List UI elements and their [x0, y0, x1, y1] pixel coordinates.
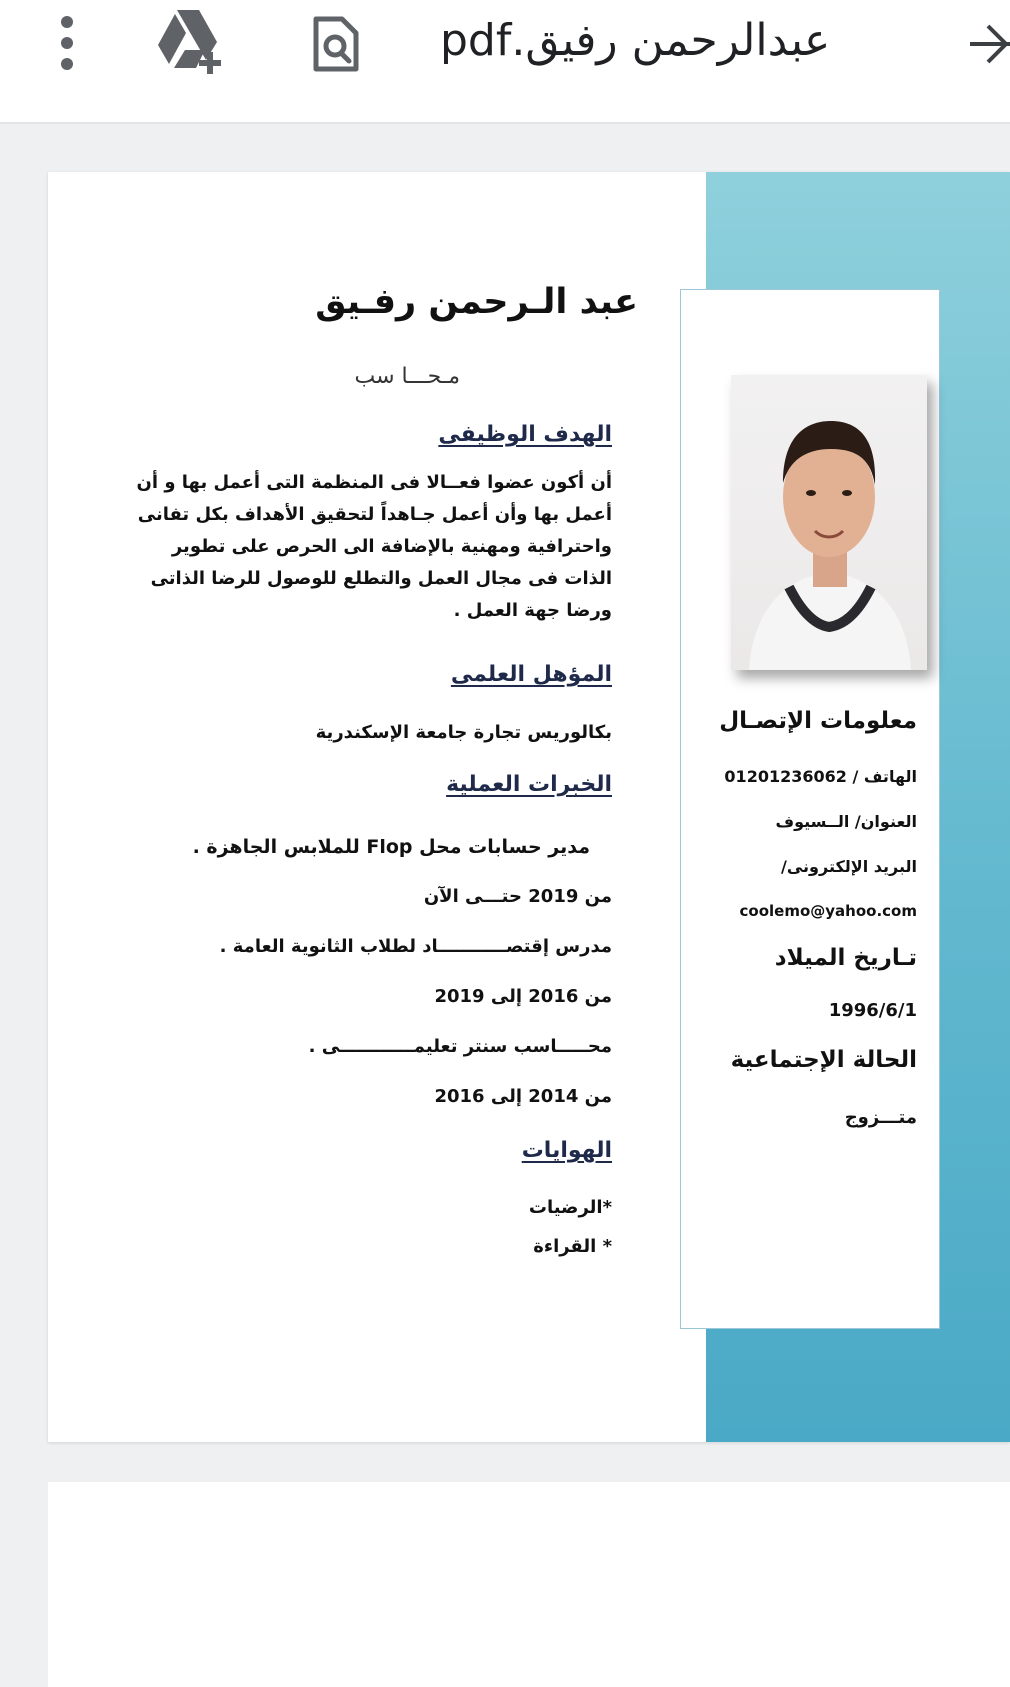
- hobby-item-1: *الرضيات: [528, 1197, 612, 1218]
- experience-period-2: من 2016 إلى 2019: [434, 986, 612, 1007]
- find-in-page-icon[interactable]: [308, 16, 364, 72]
- address-text: العنوان/ الــسيوف: [775, 812, 917, 831]
- objective-text: أن أكون عضوا فعــالا فى المنظمة التى أعمل بها و أن أعمل بها وأن أعمل جـاهداً لتحقيق الأهداف بكل تفانى واحترافية ومهنية بالإضافة الى الحرص على تطوير الذات فى مجال العمل والتطلع للوصول للرضا الذاتى ورضا جهة العمل .: [136, 472, 612, 621]
- education-text: بكالوريس تجارة جامعة الإسكندرية: [315, 722, 612, 743]
- person-portrait-icon: [731, 375, 927, 670]
- experience-period-3: من 2014 إلى 2016: [434, 1086, 612, 1107]
- experience-period-1: من 2019 حتـــى الآن: [423, 886, 612, 907]
- pdf-viewer-toolbar: [0, 0, 1010, 124]
- back-arrow-icon[interactable]: [964, 20, 1010, 70]
- birth-heading: تـاريخ الميلاد: [774, 945, 917, 971]
- profile-photo: [731, 375, 927, 670]
- contact-card: [680, 289, 940, 1329]
- candidate-name: عبد الـرحمن رفـيق: [315, 282, 638, 322]
- objective-heading: الهدف الوظيفى: [438, 422, 612, 447]
- education-heading: المؤهل العلمى: [450, 662, 612, 687]
- contact-heading: معلومات الإتصـال: [719, 708, 917, 734]
- experience-role-3: محـــــاسب سنتر تعليمــــــــــــى .: [308, 1036, 612, 1057]
- hobby-item-2: * القراءة: [533, 1236, 612, 1257]
- job-title: مـحـــا سب: [354, 364, 460, 389]
- pdf-page-1: [48, 172, 1010, 1442]
- birth-date: 1996/6/1: [828, 1000, 917, 1021]
- phone-text: الهاتف / 01201236062: [724, 767, 917, 786]
- email-text: coolemo@yahoo.com: [739, 902, 917, 920]
- marital-status: متـــزوج: [844, 1107, 917, 1128]
- hobbies-heading: الهوايات: [521, 1138, 612, 1163]
- experience-role-2: مدرس إقتصـــــــــــاد لطلاب الثانوية العامة .: [219, 936, 612, 957]
- pdf-page-2: [48, 1482, 1010, 1687]
- email-label: البريد الإلكترونى/: [781, 857, 917, 876]
- experience-heading: الخبرات العملية: [446, 772, 612, 797]
- add-to-drive-icon[interactable]: [155, 8, 231, 74]
- experience-role-1: مدير حسابات محل Flop للملابس الجاهزة .: [192, 836, 590, 858]
- document-title: عبدالرحمن رفيق.pdf: [440, 15, 831, 66]
- marital-heading: الحالة الإجتماعية: [730, 1047, 917, 1073]
- more-vert-icon[interactable]: [52, 14, 82, 74]
